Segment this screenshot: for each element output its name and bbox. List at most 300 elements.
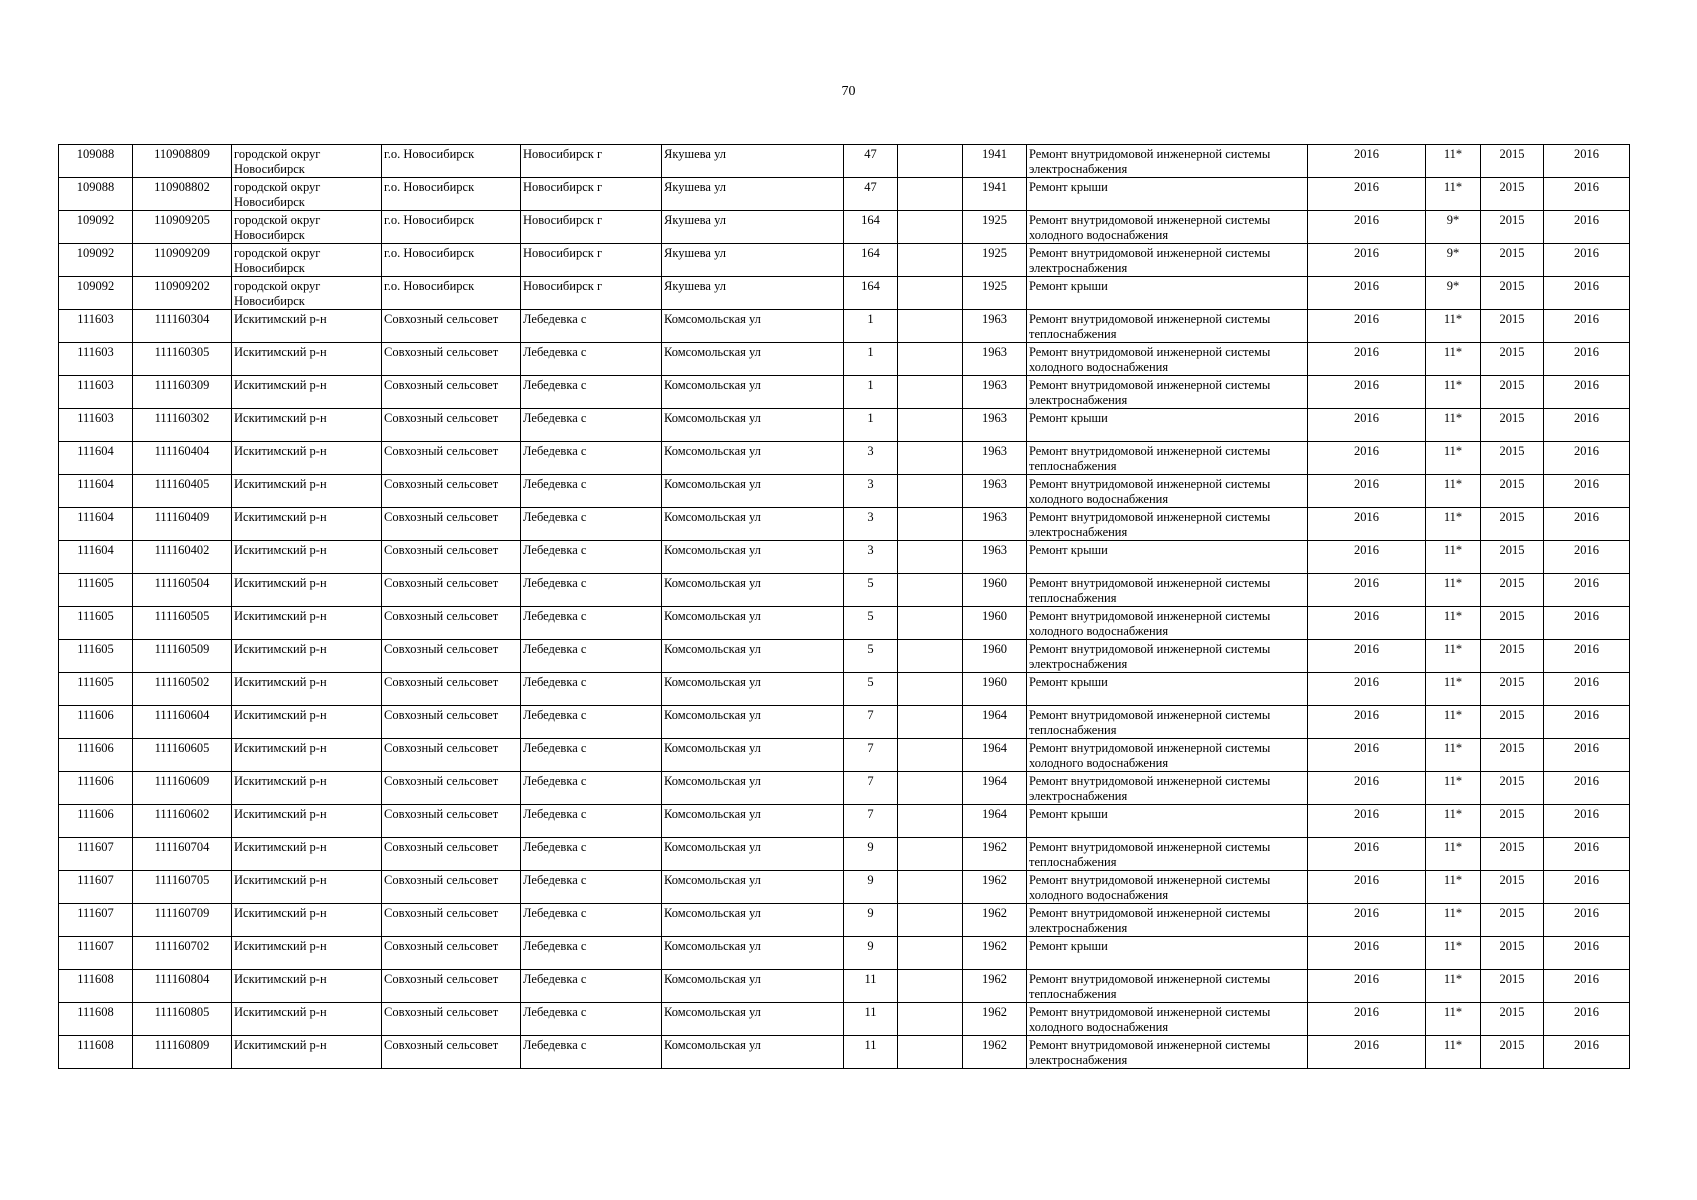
cell-work-id: 111160509 xyxy=(133,640,232,673)
cell-year-built: 1963 xyxy=(963,442,1027,475)
cell-street: Комсомольская ул xyxy=(662,409,844,442)
cell-building xyxy=(898,772,963,805)
table-row xyxy=(59,970,1630,1003)
cell-note: 11* xyxy=(1426,607,1481,640)
cell-year-built: 1962 xyxy=(963,838,1027,871)
cell-settlement: Совхозный сельсовет xyxy=(382,574,521,607)
cell-municipal-district: Искитимский р-н xyxy=(232,1036,382,1069)
cell-municipal-district: Искитимский р-н xyxy=(232,508,382,541)
cell-period-end: 2016 xyxy=(1544,970,1630,1003)
cell-municipal-district: Искитимский р-н xyxy=(232,607,382,640)
cell-year-built: 1960 xyxy=(963,673,1027,706)
cell-street: Комсомольская ул xyxy=(662,475,844,508)
cell-plan-year: 2016 xyxy=(1308,574,1426,607)
cell-building xyxy=(898,244,963,277)
cell-municipal-district: Искитимский р-н xyxy=(232,904,382,937)
cell-municipal-district: городской округ Новосибирск xyxy=(232,178,382,211)
cell-period-start: 2015 xyxy=(1481,376,1544,409)
cell-house-number: 5 xyxy=(844,640,898,673)
cell-settlement: Совхозный сельсовет xyxy=(382,1036,521,1069)
cell-note: 11* xyxy=(1426,1003,1481,1036)
cell-period-start: 2015 xyxy=(1481,607,1544,640)
cell-plan-year: 2016 xyxy=(1308,640,1426,673)
table-row xyxy=(59,442,1630,475)
cell-municipal-district: городской округ Новосибирск xyxy=(232,277,382,310)
cell-building xyxy=(898,607,963,640)
cell-house-id: 111605 xyxy=(59,640,133,673)
cell-note: 9* xyxy=(1426,211,1481,244)
cell-work-type: Ремонт внутридомовой инженерной системы теплоснабжения xyxy=(1027,706,1308,739)
cell-house-id: 111604 xyxy=(59,541,133,574)
cell-work-type: Ремонт крыши xyxy=(1027,277,1308,310)
cell-plan-year: 2016 xyxy=(1308,772,1426,805)
cell-house-number: 1 xyxy=(844,310,898,343)
cell-work-type: Ремонт внутридомовой инженерной системы теплоснабжения xyxy=(1027,838,1308,871)
cell-work-id: 111160502 xyxy=(133,673,232,706)
cell-plan-year: 2016 xyxy=(1308,607,1426,640)
cell-locality: Новосибирск г xyxy=(521,211,662,244)
cell-period-start: 2015 xyxy=(1481,244,1544,277)
cell-period-end: 2016 xyxy=(1544,310,1630,343)
cell-building xyxy=(898,937,963,970)
cell-street: Якушева ул xyxy=(662,145,844,178)
cell-house-id: 109092 xyxy=(59,277,133,310)
cell-street: Якушева ул xyxy=(662,211,844,244)
cell-period-end: 2016 xyxy=(1544,739,1630,772)
cell-house-number: 1 xyxy=(844,376,898,409)
cell-period-start: 2015 xyxy=(1481,475,1544,508)
cell-building xyxy=(898,706,963,739)
cell-work-type: Ремонт крыши xyxy=(1027,805,1308,838)
cell-street: Комсомольская ул xyxy=(662,508,844,541)
cell-house-number: 9 xyxy=(844,937,898,970)
cell-plan-year: 2016 xyxy=(1308,442,1426,475)
cell-building xyxy=(898,871,963,904)
cell-settlement: Совхозный сельсовет xyxy=(382,508,521,541)
cell-note: 11* xyxy=(1426,574,1481,607)
cell-locality: Лебедевка с xyxy=(521,541,662,574)
cell-period-end: 2016 xyxy=(1544,1003,1630,1036)
cell-settlement: г.о. Новосибирск xyxy=(382,244,521,277)
cell-note: 11* xyxy=(1426,178,1481,211)
cell-note: 11* xyxy=(1426,706,1481,739)
cell-note: 9* xyxy=(1426,277,1481,310)
cell-note: 11* xyxy=(1426,475,1481,508)
cell-period-start: 2015 xyxy=(1481,211,1544,244)
cell-building xyxy=(898,376,963,409)
cell-plan-year: 2016 xyxy=(1308,409,1426,442)
cell-work-type: Ремонт внутридомовой инженерной системы холодного водоснабжения xyxy=(1027,871,1308,904)
cell-work-id: 111160302 xyxy=(133,409,232,442)
cell-work-type: Ремонт внутридомовой инженерной системы электроснабжения xyxy=(1027,904,1308,937)
cell-plan-year: 2016 xyxy=(1308,211,1426,244)
cell-plan-year: 2016 xyxy=(1308,277,1426,310)
cell-locality: Лебедевка с xyxy=(521,739,662,772)
cell-year-built: 1962 xyxy=(963,970,1027,1003)
cell-house-id: 111605 xyxy=(59,673,133,706)
cell-note: 11* xyxy=(1426,739,1481,772)
cell-house-number: 3 xyxy=(844,475,898,508)
cell-work-type: Ремонт внутридомовой инженерной системы теплоснабжения xyxy=(1027,970,1308,1003)
table-row xyxy=(59,805,1630,838)
table-row xyxy=(59,673,1630,706)
table-row xyxy=(59,508,1630,541)
cell-period-end: 2016 xyxy=(1544,541,1630,574)
cell-year-built: 1960 xyxy=(963,574,1027,607)
cell-work-type: Ремонт внутридомовой инженерной системы электроснабжения xyxy=(1027,376,1308,409)
cell-work-type: Ремонт крыши xyxy=(1027,937,1308,970)
cell-street: Комсомольская ул xyxy=(662,970,844,1003)
cell-locality: Лебедевка с xyxy=(521,442,662,475)
cell-municipal-district: Искитимский р-н xyxy=(232,937,382,970)
table-row xyxy=(59,838,1630,871)
cell-settlement: г.о. Новосибирск xyxy=(382,211,521,244)
cell-year-built: 1964 xyxy=(963,706,1027,739)
cell-plan-year: 2016 xyxy=(1308,706,1426,739)
cell-period-start: 2015 xyxy=(1481,739,1544,772)
page-number: 70 xyxy=(841,84,856,99)
table-row xyxy=(59,772,1630,805)
cell-municipal-district: Искитимский р-н xyxy=(232,970,382,1003)
cell-period-start: 2015 xyxy=(1481,277,1544,310)
cell-work-type: Ремонт внутридомовой инженерной системы электроснабжения xyxy=(1027,508,1308,541)
cell-work-id: 111160309 xyxy=(133,376,232,409)
cell-period-end: 2016 xyxy=(1544,1036,1630,1069)
cell-building xyxy=(898,409,963,442)
cell-period-end: 2016 xyxy=(1544,211,1630,244)
cell-settlement: Совхозный сельсовет xyxy=(382,1003,521,1036)
table-row xyxy=(59,277,1630,310)
table-row xyxy=(59,211,1630,244)
table-row xyxy=(59,178,1630,211)
cell-building xyxy=(898,640,963,673)
cell-year-built: 1964 xyxy=(963,772,1027,805)
table-row xyxy=(59,475,1630,508)
cell-house-number: 5 xyxy=(844,673,898,706)
cell-house-id: 109088 xyxy=(59,145,133,178)
cell-work-id: 111160809 xyxy=(133,1036,232,1069)
table-row xyxy=(59,739,1630,772)
cell-period-start: 2015 xyxy=(1481,1036,1544,1069)
cell-house-id: 111606 xyxy=(59,706,133,739)
cell-work-id: 110909209 xyxy=(133,244,232,277)
cell-work-id: 111160609 xyxy=(133,772,232,805)
cell-note: 11* xyxy=(1426,376,1481,409)
cell-locality: Лебедевка с xyxy=(521,772,662,805)
cell-municipal-district: городской округ Новосибирск xyxy=(232,145,382,178)
cell-work-id: 111160705 xyxy=(133,871,232,904)
cell-house-number: 5 xyxy=(844,607,898,640)
cell-house-number: 9 xyxy=(844,871,898,904)
cell-building xyxy=(898,904,963,937)
cell-house-number: 5 xyxy=(844,574,898,607)
cell-house-number: 9 xyxy=(844,904,898,937)
cell-house-id: 111606 xyxy=(59,739,133,772)
cell-period-start: 2015 xyxy=(1481,343,1544,376)
cell-period-start: 2015 xyxy=(1481,310,1544,343)
cell-building xyxy=(898,970,963,1003)
cell-settlement: Совхозный сельсовет xyxy=(382,475,521,508)
cell-plan-year: 2016 xyxy=(1308,937,1426,970)
cell-settlement: Совхозный сельсовет xyxy=(382,937,521,970)
cell-house-id: 109092 xyxy=(59,211,133,244)
cell-work-id: 111160304 xyxy=(133,310,232,343)
cell-period-end: 2016 xyxy=(1544,244,1630,277)
cell-settlement: Совхозный сельсовет xyxy=(382,772,521,805)
cell-street: Комсомольская ул xyxy=(662,343,844,376)
cell-locality: Новосибирск г xyxy=(521,277,662,310)
table-row xyxy=(59,937,1630,970)
cell-work-type: Ремонт внутридомовой инженерной системы электроснабжения xyxy=(1027,640,1308,673)
cell-municipal-district: Искитимский р-н xyxy=(232,1003,382,1036)
cell-year-built: 1941 xyxy=(963,145,1027,178)
cell-period-end: 2016 xyxy=(1544,838,1630,871)
cell-locality: Лебедевка с xyxy=(521,607,662,640)
cell-note: 11* xyxy=(1426,805,1481,838)
cell-house-id: 111608 xyxy=(59,1003,133,1036)
table-row xyxy=(59,310,1630,343)
cell-note: 11* xyxy=(1426,508,1481,541)
cell-work-id: 111160409 xyxy=(133,508,232,541)
table-row xyxy=(59,904,1630,937)
cell-note: 11* xyxy=(1426,409,1481,442)
cell-plan-year: 2016 xyxy=(1308,541,1426,574)
table-row xyxy=(59,343,1630,376)
cell-locality: Лебедевка с xyxy=(521,673,662,706)
cell-house-number: 164 xyxy=(844,211,898,244)
table-row xyxy=(59,706,1630,739)
cell-house-id: 111606 xyxy=(59,805,133,838)
cell-period-end: 2016 xyxy=(1544,508,1630,541)
cell-work-id: 111160605 xyxy=(133,739,232,772)
cell-house-id: 111605 xyxy=(59,574,133,607)
cell-house-number: 11 xyxy=(844,1036,898,1069)
cell-note: 11* xyxy=(1426,904,1481,937)
cell-municipal-district: Искитимский р-н xyxy=(232,310,382,343)
cell-period-end: 2016 xyxy=(1544,442,1630,475)
cell-settlement: Совхозный сельсовет xyxy=(382,409,521,442)
cell-municipal-district: Искитимский р-н xyxy=(232,376,382,409)
cell-work-id: 111160704 xyxy=(133,838,232,871)
cell-settlement: г.о. Новосибирск xyxy=(382,178,521,211)
cell-house-id: 111608 xyxy=(59,970,133,1003)
cell-plan-year: 2016 xyxy=(1308,904,1426,937)
cell-street: Комсомольская ул xyxy=(662,805,844,838)
cell-work-type: Ремонт внутридомовой инженерной системы холодного водоснабжения xyxy=(1027,607,1308,640)
cell-municipal-district: Искитимский р-н xyxy=(232,343,382,376)
table-row xyxy=(59,1036,1630,1069)
cell-municipal-district: Искитимский р-н xyxy=(232,871,382,904)
cell-street: Комсомольская ул xyxy=(662,607,844,640)
cell-settlement: Совхозный сельсовет xyxy=(382,871,521,904)
cell-note: 11* xyxy=(1426,310,1481,343)
cell-work-type: Ремонт внутридомовой инженерной системы теплоснабжения xyxy=(1027,574,1308,607)
cell-work-type: Ремонт внутридомовой инженерной системы электроснабжения xyxy=(1027,244,1308,277)
cell-work-id: 111160505 xyxy=(133,607,232,640)
cell-street: Комсомольская ул xyxy=(662,310,844,343)
cell-work-id: 111160604 xyxy=(133,706,232,739)
cell-note: 11* xyxy=(1426,871,1481,904)
cell-locality: Лебедевка с xyxy=(521,871,662,904)
cell-house-id: 111606 xyxy=(59,772,133,805)
cell-locality: Лебедевка с xyxy=(521,475,662,508)
cell-municipal-district: Искитимский р-н xyxy=(232,838,382,871)
cell-period-start: 2015 xyxy=(1481,178,1544,211)
cell-year-built: 1963 xyxy=(963,343,1027,376)
cell-plan-year: 2016 xyxy=(1308,343,1426,376)
cell-plan-year: 2016 xyxy=(1308,310,1426,343)
cell-locality: Лебедевка с xyxy=(521,904,662,937)
cell-street: Комсомольская ул xyxy=(662,937,844,970)
cell-period-start: 2015 xyxy=(1481,145,1544,178)
cell-settlement: Совхозный сельсовет xyxy=(382,706,521,739)
cell-period-end: 2016 xyxy=(1544,178,1630,211)
cell-locality: Лебедевка с xyxy=(521,706,662,739)
cell-settlement: Совхозный сельсовет xyxy=(382,805,521,838)
cell-locality: Лебедевка с xyxy=(521,1003,662,1036)
cell-street: Комсомольская ул xyxy=(662,640,844,673)
cell-note: 11* xyxy=(1426,1036,1481,1069)
cell-house-number: 47 xyxy=(844,145,898,178)
cell-street: Якушева ул xyxy=(662,244,844,277)
cell-year-built: 1963 xyxy=(963,475,1027,508)
cell-settlement: Совхозный сельсовет xyxy=(382,739,521,772)
cell-house-id: 111603 xyxy=(59,343,133,376)
cell-work-id: 111160305 xyxy=(133,343,232,376)
cell-note: 11* xyxy=(1426,772,1481,805)
cell-period-start: 2015 xyxy=(1481,937,1544,970)
cell-house-number: 7 xyxy=(844,739,898,772)
cell-building xyxy=(898,805,963,838)
cell-house-number: 3 xyxy=(844,541,898,574)
cell-municipal-district: Искитимский р-н xyxy=(232,739,382,772)
cell-settlement: г.о. Новосибирск xyxy=(382,145,521,178)
cell-period-end: 2016 xyxy=(1544,277,1630,310)
cell-work-id: 111160402 xyxy=(133,541,232,574)
cell-plan-year: 2016 xyxy=(1308,508,1426,541)
cell-locality: Лебедевка с xyxy=(521,1036,662,1069)
cell-work-type: Ремонт крыши xyxy=(1027,178,1308,211)
cell-building xyxy=(898,1036,963,1069)
cell-plan-year: 2016 xyxy=(1308,1003,1426,1036)
cell-plan-year: 2016 xyxy=(1308,475,1426,508)
table-row xyxy=(59,871,1630,904)
cell-settlement: Совхозный сельсовет xyxy=(382,343,521,376)
cell-municipal-district: Искитимский р-н xyxy=(232,805,382,838)
cell-house-number: 3 xyxy=(844,442,898,475)
table-row xyxy=(59,541,1630,574)
cell-settlement: Совхозный сельсовет xyxy=(382,376,521,409)
cell-street: Комсомольская ул xyxy=(662,871,844,904)
cell-work-type: Ремонт крыши xyxy=(1027,673,1308,706)
cell-house-number: 164 xyxy=(844,277,898,310)
cell-work-id: 111160602 xyxy=(133,805,232,838)
cell-period-start: 2015 xyxy=(1481,805,1544,838)
cell-street: Комсомольская ул xyxy=(662,541,844,574)
cell-street: Комсомольская ул xyxy=(662,838,844,871)
cell-locality: Лебедевка с xyxy=(521,937,662,970)
cell-settlement: Совхозный сельсовет xyxy=(382,541,521,574)
cell-house-id: 111607 xyxy=(59,838,133,871)
cell-work-type: Ремонт внутридомовой инженерной системы теплоснабжения xyxy=(1027,310,1308,343)
table-row xyxy=(59,376,1630,409)
cell-street: Комсомольская ул xyxy=(662,1036,844,1069)
cell-locality: Новосибирск г xyxy=(521,145,662,178)
cell-period-start: 2015 xyxy=(1481,541,1544,574)
cell-building xyxy=(898,145,963,178)
cell-work-type: Ремонт внутридомовой инженерной системы электроснабжения xyxy=(1027,145,1308,178)
cell-year-built: 1963 xyxy=(963,541,1027,574)
cell-period-end: 2016 xyxy=(1544,640,1630,673)
cell-house-number: 47 xyxy=(844,178,898,211)
cell-building xyxy=(898,1003,963,1036)
cell-house-number: 1 xyxy=(844,409,898,442)
cell-municipal-district: городской округ Новосибирск xyxy=(232,211,382,244)
cell-house-number: 7 xyxy=(844,772,898,805)
cell-work-type: Ремонт внутридомовой инженерной системы электроснабжения xyxy=(1027,1036,1308,1069)
cell-municipal-district: Искитимский р-н xyxy=(232,442,382,475)
cell-house-id: 109092 xyxy=(59,244,133,277)
cell-municipal-district: Искитимский р-н xyxy=(232,541,382,574)
cell-period-end: 2016 xyxy=(1544,607,1630,640)
cell-period-start: 2015 xyxy=(1481,904,1544,937)
cell-house-id: 111605 xyxy=(59,607,133,640)
cell-building xyxy=(898,739,963,772)
table-row xyxy=(59,244,1630,277)
cell-work-type: Ремонт крыши xyxy=(1027,541,1308,574)
cell-work-id: 110908809 xyxy=(133,145,232,178)
cell-locality: Лебедевка с xyxy=(521,805,662,838)
cell-work-type: Ремонт внутридомовой инженерной системы теплоснабжения xyxy=(1027,442,1308,475)
cell-period-start: 2015 xyxy=(1481,706,1544,739)
cell-house-id: 109088 xyxy=(59,178,133,211)
cell-building xyxy=(898,541,963,574)
cell-work-type: Ремонт внутридомовой инженерной системы холодного водоснабжения xyxy=(1027,211,1308,244)
cell-settlement: Совхозный сельсовет xyxy=(382,970,521,1003)
cell-year-built: 1962 xyxy=(963,937,1027,970)
cell-note: 11* xyxy=(1426,937,1481,970)
cell-year-built: 1925 xyxy=(963,211,1027,244)
cell-municipal-district: Искитимский р-н xyxy=(232,706,382,739)
cell-street: Комсомольская ул xyxy=(662,574,844,607)
cell-house-id: 111607 xyxy=(59,937,133,970)
cell-period-start: 2015 xyxy=(1481,838,1544,871)
table-row xyxy=(59,640,1630,673)
cell-period-end: 2016 xyxy=(1544,937,1630,970)
cell-note: 11* xyxy=(1426,640,1481,673)
cell-period-start: 2015 xyxy=(1481,508,1544,541)
cell-locality: Лебедевка с xyxy=(521,376,662,409)
cell-note: 11* xyxy=(1426,673,1481,706)
cell-period-end: 2016 xyxy=(1544,772,1630,805)
cell-period-end: 2016 xyxy=(1544,706,1630,739)
cell-year-built: 1963 xyxy=(963,376,1027,409)
cell-work-id: 111160702 xyxy=(133,937,232,970)
cell-house-id: 111603 xyxy=(59,310,133,343)
cell-year-built: 1941 xyxy=(963,178,1027,211)
cell-house-number: 3 xyxy=(844,508,898,541)
cell-period-end: 2016 xyxy=(1544,343,1630,376)
cell-year-built: 1962 xyxy=(963,1003,1027,1036)
cell-building xyxy=(898,310,963,343)
cell-work-type: Ремонт внутридомовой инженерной системы холодного водоснабжения xyxy=(1027,1003,1308,1036)
cell-street: Комсомольская ул xyxy=(662,706,844,739)
cell-period-start: 2015 xyxy=(1481,970,1544,1003)
cell-work-id: 111160709 xyxy=(133,904,232,937)
cell-plan-year: 2016 xyxy=(1308,145,1426,178)
cell-building xyxy=(898,574,963,607)
cell-work-type: Ремонт внутридомовой инженерной системы холодного водоснабжения xyxy=(1027,343,1308,376)
